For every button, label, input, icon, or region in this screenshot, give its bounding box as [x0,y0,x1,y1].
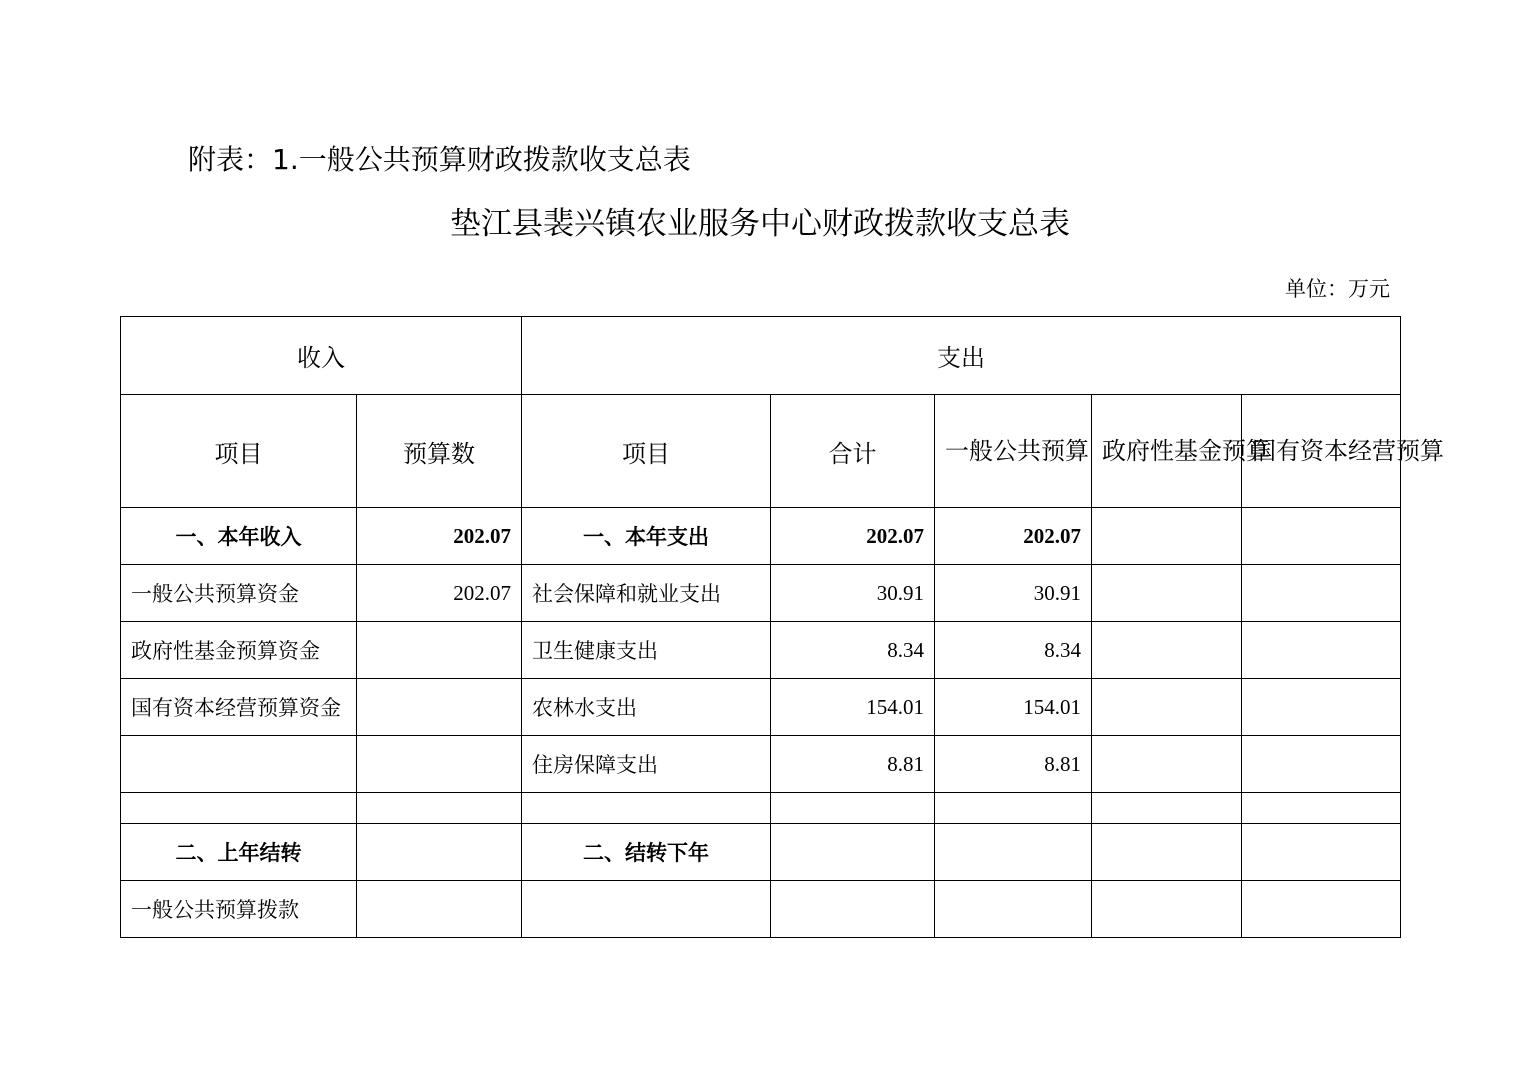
cell-general [935,881,1092,938]
cell-expense-item: 农林水支出 [522,679,771,736]
cell-state-capital [1242,793,1401,824]
cell-general: 154.01 [935,679,1092,736]
cell-income-item: 一般公共预算拨款 [121,881,357,938]
cell-total: 30.91 [771,565,935,622]
table-row [121,881,1401,938]
table-row [121,679,1401,736]
cell-income-item: 政府性基金预算资金 [121,622,357,679]
col-gov-fund-budget: 政府性基金预算 [1092,395,1242,508]
cell-expense-item: 住房保障支出 [522,736,771,793]
cell-general: 8.34 [935,622,1092,679]
cell-general [935,793,1092,824]
page-title: 垫江县裴兴镇农业服务中心财政拨款收支总表 [450,206,1070,242]
cell-income-item [121,736,357,793]
cell-state-capital [1242,881,1401,938]
cell-gov-fund [1092,622,1242,679]
col-general-budget: 一般公共预算 [935,395,1092,508]
cell-income-budget: 202.07 [357,508,522,565]
cell-expense-item [522,881,771,938]
cell-gov-fund [1092,508,1242,565]
cell-income-item: 一般公共预算资金 [121,565,357,622]
cell-income-item: 一、本年收入 [121,508,357,565]
cell-income-budget [357,793,522,824]
income-header: 收入 [121,317,522,395]
table-row [121,824,1401,881]
budget-summary-table [120,316,1444,938]
cell-gov-fund [1092,565,1242,622]
cell-income-budget [357,881,522,938]
cell-general: 30.91 [935,565,1092,622]
column-header-row [121,395,1401,508]
cell-total: 8.34 [771,622,935,679]
cell-total [771,881,935,938]
cell-total [771,824,935,881]
cell-state-capital [1242,565,1401,622]
cell-gov-fund [1092,679,1242,736]
cell-state-capital [1242,736,1401,793]
expense-header: 支出 [522,317,1401,395]
cell-income-budget [357,679,522,736]
cell-total: 154.01 [771,679,935,736]
attachment-title: 附表：1.一般公共预算财政拨款收支总表 [188,143,691,176]
cell-general: 8.81 [935,736,1092,793]
cell-income-budget [357,736,522,793]
cell-expense-item [522,793,771,824]
table-row [121,508,1401,565]
table-row [121,565,1401,622]
cell-state-capital [1242,622,1401,679]
cell-state-capital [1242,679,1401,736]
cell-expense-item: 一、本年支出 [522,508,771,565]
cell-gov-fund [1092,824,1242,881]
cell-state-capital [1242,824,1401,881]
cell-expense-item: 社会保障和就业支出 [522,565,771,622]
cell-expense-item: 二、结转下年 [522,824,771,881]
cell-gov-fund [1092,736,1242,793]
cell-income-item [121,793,357,824]
cell-total: 8.81 [771,736,935,793]
cell-income-item: 国有资本经营预算资金 [121,679,357,736]
table-row [121,793,1401,824]
cell-general: 202.07 [935,508,1092,565]
unit-label: 单位：万元 [1285,277,1390,301]
col-state-capital-budget: 国有资本经营预算 [1242,395,1401,508]
cell-income-item: 二、上年结转 [121,824,357,881]
cell-gov-fund [1092,793,1242,824]
cell-income-budget [357,824,522,881]
col-income-budget: 预算数 [357,395,522,508]
cell-total [771,793,935,824]
cell-gov-fund [1092,881,1242,938]
cell-general [935,824,1092,881]
cell-total: 202.07 [771,508,935,565]
col-total: 合计 [771,395,935,508]
cell-income-budget: 202.07 [357,565,522,622]
group-header-row [121,317,1401,395]
col-income-item: 项目 [121,395,357,508]
cell-expense-item: 卫生健康支出 [522,622,771,679]
cell-income-budget [357,622,522,679]
table-row [121,622,1401,679]
col-expense-item: 项目 [522,395,771,508]
table-row [121,736,1401,793]
cell-state-capital [1242,508,1401,565]
